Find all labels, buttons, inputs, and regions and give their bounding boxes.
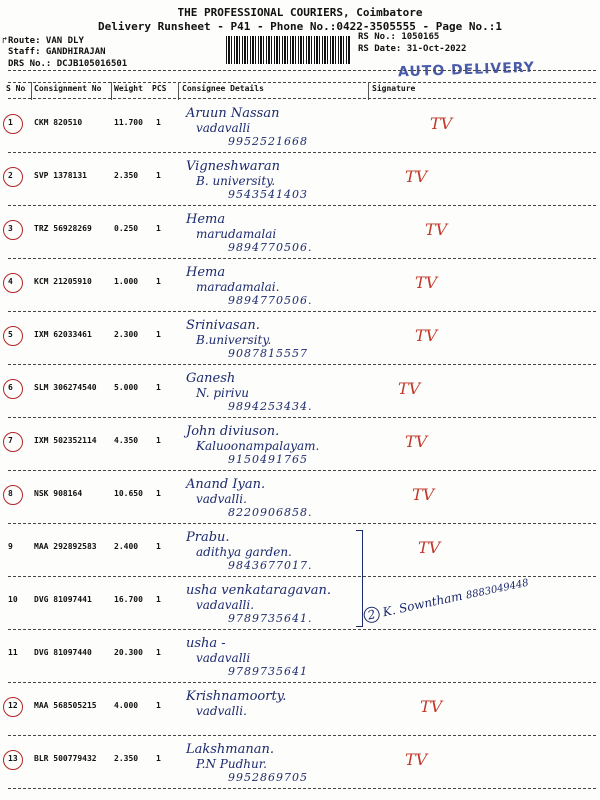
row-pcs: 1 <box>156 648 161 657</box>
consignee-address: B.university. <box>196 333 272 347</box>
table-row <box>0 153 600 206</box>
row-circle-mark <box>3 114 23 134</box>
signature-phone: 8883049448 <box>465 577 530 602</box>
consignee-address: P.N Pudhur. <box>196 757 267 771</box>
grouping-bracket <box>356 530 363 627</box>
consignee-name: Anand Iyan. <box>186 477 266 492</box>
row-pcs: 1 <box>156 277 161 286</box>
row-pcs: 1 <box>156 383 161 392</box>
consignee-name: Vigneshwaran <box>186 159 280 174</box>
consignee-phone: 9543541403 <box>228 188 308 201</box>
row-weight: 2.400 <box>114 542 139 551</box>
col-consignment: Consignment No <box>34 84 102 93</box>
row-consignment: CKM 820510 <box>34 118 83 127</box>
arrow-mark: ↱ <box>2 36 8 46</box>
col-sno: S No <box>6 84 26 93</box>
row-consignment: TRZ 56928269 <box>34 224 92 233</box>
row-weight: 1.000 <box>114 277 139 286</box>
row-pcs: 1 <box>156 542 161 551</box>
consignee-name: Ganesh <box>186 371 236 386</box>
row-consignment: IXM 62033461 <box>34 330 92 339</box>
consignee-address: maradamalai. <box>196 280 280 294</box>
consignee-address: vadvalli. <box>196 704 247 718</box>
signature-mark: TV <box>405 432 428 451</box>
table-row <box>0 100 600 153</box>
row-circle-mark <box>3 167 23 187</box>
consignee-phone: 9894770506. <box>228 294 313 307</box>
divider <box>8 98 596 99</box>
consignee-name: usha venkataragavan. <box>186 583 331 598</box>
row-sno: 2 <box>8 171 13 180</box>
row-circle-mark <box>3 432 23 452</box>
consignee-phone: 9789735641 <box>228 665 308 678</box>
signature-count: 2 <box>362 605 381 624</box>
row-sno: 4 <box>8 277 13 286</box>
consignee-phone: 9789735641. <box>228 612 313 625</box>
consignee-address: Kaluoonampalayam. <box>196 439 320 453</box>
signature-mark: TV <box>412 485 435 504</box>
consignee-name: Hema <box>186 265 226 280</box>
row-consignment: DVG 81097440 <box>34 648 92 657</box>
col-weight: Weight <box>114 84 143 93</box>
consignee-address: vadavalli <box>196 651 251 665</box>
consignee-phone: 9087815557 <box>228 347 308 360</box>
signature-mark: TV <box>425 220 448 239</box>
row-divider <box>8 788 596 789</box>
row-sno: 1 <box>8 118 13 127</box>
row-pcs: 1 <box>156 436 161 445</box>
row-sno: 8 <box>8 489 13 498</box>
row-weight: 16.700 <box>114 595 143 604</box>
consignee-address: vadvalli. <box>196 492 247 506</box>
signature-mark: TV <box>415 273 438 292</box>
row-weight: 2.350 <box>114 754 139 763</box>
signature-mark: TV <box>430 114 453 133</box>
consignee-address: marudamalai <box>196 227 277 241</box>
consignee-address: vadavalli. <box>196 598 255 612</box>
consignee-name: Hema <box>186 212 226 227</box>
consignee-phone: 9952869705 <box>228 771 308 784</box>
row-pcs: 1 <box>156 754 161 763</box>
signature-mark: TV <box>420 697 443 716</box>
consignee-address: B. university. <box>196 174 276 188</box>
row-consignment: MAA 292892583 <box>34 542 97 551</box>
drs-number: DRS No.: DCJB105016501 <box>8 59 128 69</box>
row-circle-mark <box>3 485 23 505</box>
table-row <box>0 736 600 789</box>
auto-delivery-stamp: AUTO DELIVERY <box>397 59 536 81</box>
row-weight: 5.000 <box>114 383 139 392</box>
row-circle-mark <box>3 220 23 240</box>
consignee-address: vadavalli <box>196 121 251 135</box>
route-label: Route: VAN DLY <box>8 36 84 46</box>
signature-mark: TV <box>415 326 438 345</box>
divider <box>8 82 596 83</box>
consignee-name: Srinivasan. <box>186 318 260 333</box>
row-consignment: MAA 568505215 <box>34 701 97 710</box>
row-pcs: 1 <box>156 489 161 498</box>
consignee-name: Aruun Nassan <box>186 106 280 121</box>
consignee-phone: 9894253434. <box>228 400 313 413</box>
signature-mark: TV <box>405 750 428 769</box>
document-subtitle: Delivery Runsheet - P41 - Phone No.:0422-3505555 - Page No.:1 <box>98 20 502 33</box>
row-weight: 20.300 <box>114 648 143 657</box>
consignee-phone: 9952521668 <box>228 135 308 148</box>
row-sno: 6 <box>8 383 13 392</box>
row-sno: 10 <box>8 595 18 604</box>
barcode <box>226 36 350 64</box>
signature-name: K. Sowntham <box>381 588 464 620</box>
row-weight: 4.000 <box>114 701 139 710</box>
table-row <box>0 312 600 365</box>
row-pcs: 1 <box>156 595 161 604</box>
row-weight: 0.250 <box>114 224 139 233</box>
table-row <box>0 365 600 418</box>
row-consignment: IXM 502352114 <box>34 436 97 445</box>
row-consignment: SLM 306274540 <box>34 383 97 392</box>
row-sno: 3 <box>8 224 13 233</box>
table-row <box>0 206 600 259</box>
row-consignment: NSK 908164 <box>34 489 83 498</box>
row-weight: 2.300 <box>114 330 139 339</box>
staff-label: Staff: GANDHIRAJAN <box>8 47 106 57</box>
consignee-name: Lakshmanan. <box>186 742 275 757</box>
signature-mark: TV <box>405 167 428 186</box>
row-sno: 13 <box>8 754 18 763</box>
row-pcs: 1 <box>156 118 161 127</box>
row-circle-mark <box>3 379 23 399</box>
consignee-phone: 8220906858. <box>228 506 313 519</box>
row-sno: 5 <box>8 330 13 339</box>
row-sno: 9 <box>8 542 13 551</box>
row-sno: 12 <box>8 701 18 710</box>
table-row <box>0 630 600 683</box>
row-circle-mark <box>3 273 23 293</box>
consignee-phone: 9843677017. <box>228 559 313 572</box>
row-weight: 10.650 <box>114 489 143 498</box>
row-pcs: 1 <box>156 171 161 180</box>
table-row <box>0 683 600 736</box>
row-consignment: KCM 21205910 <box>34 277 92 286</box>
row-pcs: 1 <box>156 330 161 339</box>
consignee-name: usha - <box>186 636 226 651</box>
row-consignment: DVG 81097441 <box>34 595 92 604</box>
consignee-address: adithya garden. <box>196 545 292 559</box>
consignee-phone: 9150491765 <box>228 453 308 466</box>
table-row <box>0 471 600 524</box>
col-pcs: PCS <box>152 84 167 93</box>
rs-number: RS No.: 1050165 <box>358 32 440 42</box>
consignee-name: Krishnamoorty. <box>186 689 287 704</box>
table-row <box>0 418 600 471</box>
row-circle-mark <box>3 326 23 346</box>
consignee-name: John diviuson. <box>186 424 280 439</box>
row-consignment: SVP 1378131 <box>34 171 87 180</box>
row-pcs: 1 <box>156 224 161 233</box>
col-consignee: Consignee Details <box>182 84 264 93</box>
divider <box>8 70 596 71</box>
row-weight: 4.350 <box>114 436 139 445</box>
table-row <box>0 259 600 312</box>
document-title: THE PROFESSIONAL COURIERS, Coimbatore <box>177 6 423 19</box>
row-pcs: 1 <box>156 701 161 710</box>
table-row <box>0 524 600 577</box>
rs-date: RS Date: 31-Oct-2022 <box>358 44 467 54</box>
signature-mark: TV <box>398 379 421 398</box>
row-sno: 7 <box>8 436 13 445</box>
row-weight: 2.350 <box>114 171 139 180</box>
row-weight: 11.700 <box>114 118 143 127</box>
row-sno: 11 <box>8 648 18 657</box>
row-consignment: BLR 500779432 <box>34 754 97 763</box>
consignee-phone: 9894770506. <box>228 241 313 254</box>
signature-mark: TV <box>418 538 441 557</box>
consignee-address: N. pirivu <box>196 386 249 400</box>
consignee-name: Prabu. <box>186 530 230 545</box>
col-signature: Signature <box>372 84 416 93</box>
